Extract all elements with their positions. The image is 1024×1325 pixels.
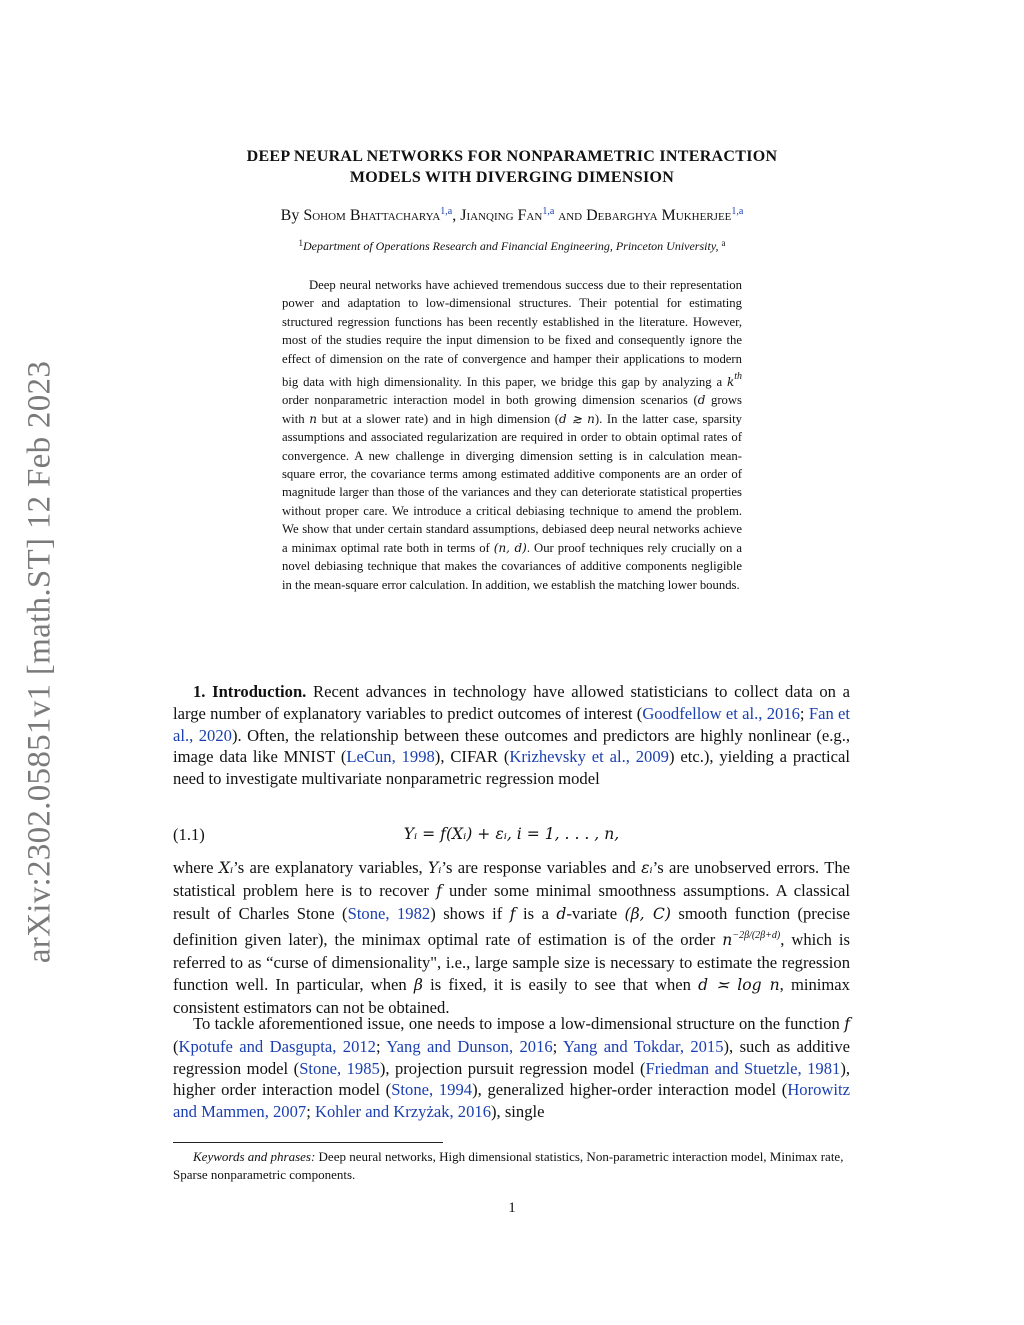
author-conjunction: and	[558, 207, 583, 224]
affiliation-email-marker: a	[721, 238, 726, 248]
citation-link[interactable]: Krizhevsky et al., 2009	[509, 747, 669, 767]
affiliation-marker: 1	[298, 238, 303, 248]
author-3-affil[interactable]: 1,a	[731, 206, 744, 217]
citation-link[interactable]: Yang and Dunson, 2016	[386, 1036, 553, 1056]
author-1-affil[interactable]: 1,a	[440, 206, 453, 217]
paragraph-low-dimensional-structure	[173, 1013, 850, 1123]
author-separator: ,	[452, 207, 457, 224]
author-by: By	[280, 207, 300, 224]
citation-link[interactable]: Stone, 1985	[299, 1058, 380, 1078]
citation-link[interactable]: Friedman and Stuetzle, 1981	[645, 1058, 841, 1078]
equation-number: (1.1)	[173, 825, 205, 844]
citation-link[interactable]: Kohler and Krzyżak, 2016	[314, 1102, 491, 1122]
author-2-affil[interactable]: 1,a	[542, 206, 555, 217]
citation-link[interactable]: Fan et al., 2020	[173, 703, 851, 745]
citation-link[interactable]: Kpotufe and Dasgupta, 2012	[178, 1036, 376, 1056]
footnote-divider	[173, 1142, 443, 1143]
author-3: Debarghya Mukherjee	[586, 207, 732, 224]
equation-1-1	[173, 825, 850, 849]
section-heading: 1. Introduction.	[193, 682, 307, 701]
equation-expression: Yᵢ = f(Xᵢ) + εᵢ, i = 1, . . . , n,	[403, 825, 620, 843]
title-line-2: MODELS WITH DIVERGING DIMENSION	[349, 169, 675, 186]
author-2: Jianqing Fan	[460, 207, 543, 224]
abstract-text: Deep neural networks have achieved tremendous success due to their representation power and adaptation to low-dimensional structures. Their potential for estimating structured regression functions has been recently established in the literature. However, most of the studies require the input dimension to be fixed and consequently ignore the effect of dimension on the rate of convergence and hamper their applications to modern big data with high dimensionality. In this paper, we bridge this gap by analyzing a $k^{th}$ order nonparametric interaction model in both growing dimension scenarios (d grows with n but at a slower rate) and in high dimension (d ≳ n). In the latter case, sparsity assumptions and associated regularization are required in order to obtain optimal rates of convergence. A new challenge in diverging dimension setting is in calculation mean-square error, the covariance terms among estimated additive components are an order of magnitude larger than those of the variances and they can deteriorate statistical properties without proper care. We introduce a critical debiasing technique to amend the problem. We show that under certain standard assumptions, debiased deep neural networks achieve a minimax optimal rate both in terms of (n, d). Our proof techniques rely crucially on a novel debiasing technique that makes the covariances of additive components negligible in the mean-square error calculation. In addition, we establish the matching lower bounds.	[282, 278, 742, 592]
citation-link[interactable]: Horowitz and Mammen, 2007	[173, 1080, 850, 1122]
citation-link[interactable]: Goodfellow et al., 2016	[642, 703, 800, 723]
author-list	[150, 206, 874, 225]
keywords-footnote	[173, 1148, 850, 1184]
title-line-1: DEEP NEURAL NETWORKS FOR NONPARAMETRIC INTERACTION	[246, 148, 778, 165]
citation-link[interactable]: Stone, 1994	[391, 1080, 473, 1100]
paragraph-text: where Xᵢ’s are explanatory variables, Yᵢ’s are response variables and εᵢ’s are unobserved errors. The statistical problem here is to recover f under some minimal smoothness assumptions. A classical result of Charles Stone (Stone, 1982) shows if f is a d-variate (β, C) smooth function (precise definition given later), the minimax optimal rate of estimation is of the order $n^{-2\beta/(2\beta+d)}$, which is referred to as “curse of dimensionality", i.e., large sample size is necessary to estimate the regression function well. In particular, when β is fixed, it is easily to see that when d ≍ log n, minimax consistent estimators can not be obtained.	[173, 858, 850, 1017]
introduction-section	[173, 681, 850, 790]
arxiv-id: arXiv:2302.05851v1 [math.ST] 12 Feb 2023	[21, 360, 58, 964]
paragraph-text: To tackle aforementioned issue, one needs to impose a low-dimensional structure on the function f (Kpotufe and Dasgupta, 2012; Yang and Dunson, 2016; Yang and Tokdar, 2015), such as additive regression model (Stone, 1985), projection pursuit regression model (Friedman and Stuetzle, 1981), higher order interaction model (Stone, 1994), generalized higher-order interaction model (Horowitz and Mammen, 2007; Kohler and Krzyżak, 2016), single	[173, 1014, 850, 1122]
citation-link[interactable]: Stone, 1982	[347, 903, 431, 923]
abstract	[282, 276, 742, 594]
affiliation-text: Department of Operations Research and Financial Engineering, Princeton University,	[303, 239, 719, 253]
keywords-text: Deep neural networks, High dimensional statistics, Non-parametric interaction model, Minimax rate, Sparse nonparametric components.	[173, 1149, 844, 1182]
paper-title	[172, 146, 852, 188]
intro-paragraph: 1. Introduction. Recent advances in technology have allowed statisticians to collect data on a large number of explanatory variables to predict outcomes of interest (Goodfellow et al., 2016; Fan et al., 2020). Often, the relationship between these outcomes and predictors are highly nonlinear (e.g., image data like MNIST (LeCun, 1998), CIFAR (Krizhevsky et al., 2009) etc.), yielding a practical need to investigate multivariate nonparametric regression model	[173, 682, 851, 789]
paragraph-curse-of-dimensionality	[173, 857, 850, 1019]
affiliation	[150, 238, 874, 254]
citation-link[interactable]: LeCun, 1998	[346, 747, 435, 767]
citation-link[interactable]: Yang and Tokdar, 2015	[563, 1036, 724, 1056]
author-1: Sohom Bhattacharya	[303, 207, 441, 224]
page-number: 1	[508, 1200, 516, 1216]
keywords-label: Keywords and phrases:	[193, 1149, 316, 1164]
